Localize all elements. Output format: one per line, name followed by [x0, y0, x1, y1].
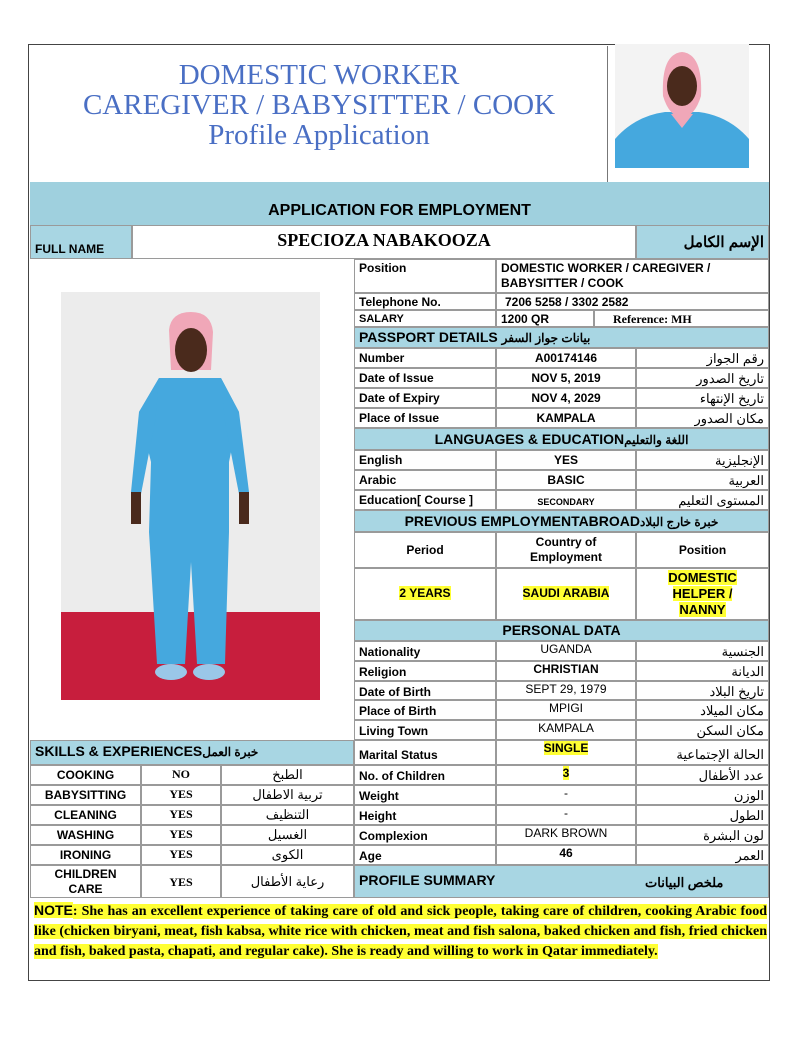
- skills-title: SKILLS & EXPERIENCES: [35, 743, 203, 759]
- skill-row-label: IRONING: [30, 845, 141, 865]
- passport-row-label-ar: تاريخ الإنتهاء: [636, 388, 769, 408]
- personal-row-value-cell: [496, 785, 636, 805]
- personal-row-label: Place of Birth: [354, 700, 496, 720]
- skills-section-header: [30, 740, 354, 765]
- skill-row-label-ar: الطبخ: [221, 765, 354, 785]
- personal-row-value-cell: [496, 641, 636, 661]
- personal-row-value-cell: [496, 661, 636, 681]
- passport-row-label-ar: رقم الجواز: [636, 348, 769, 368]
- employment-position: [636, 568, 769, 620]
- employment-title-ar: خبرة خارج البلاد: [640, 515, 719, 529]
- salary-value: 1200 QR: [496, 310, 594, 327]
- passport-row-label: Place of Issue: [354, 408, 496, 428]
- full-name-label: FULL NAME: [30, 225, 132, 259]
- note-paragraph: [34, 900, 767, 962]
- employment-position-value: DOMESTIC HELPER / NANNY: [668, 570, 737, 617]
- personal-row-label-ar: الطول: [636, 805, 769, 825]
- skill-row-value: YES: [141, 825, 221, 845]
- reference-value: Reference: MH: [594, 310, 769, 327]
- skill-row-label-ar: رعاية الأطفال: [221, 865, 354, 898]
- skill-row-value: YES: [141, 785, 221, 805]
- personal-row-value-cell: [496, 845, 636, 865]
- personal-row-label: Marital Status: [354, 740, 496, 765]
- personal-row-value: -: [564, 806, 568, 820]
- skill-row-label-ar: التنظيف: [221, 805, 354, 825]
- telephone-value: 7206 5258 / 3302 2582: [496, 293, 769, 310]
- note-text: : She has an excellent experience of taking care of old and sick people, taking care of children, cooking Arabic food like (chicken biryani, meat, fish kabsa, white rice with chicken, meat and fish salona, baked chicken and fish, fried chicken and fish, baked pasta, chapati, and regular cake). She is ready and willing to work in Qatar immediately.: [34, 904, 767, 959]
- personal-row-value-cell: [496, 740, 636, 765]
- salary-label: SALARY: [354, 310, 496, 327]
- header: [30, 46, 608, 182]
- passport-row-label: Number: [354, 348, 496, 368]
- personal-row-value: KAMPALA: [538, 721, 594, 735]
- personal-row-value-cell: [496, 825, 636, 845]
- languages-title: LANGUAGES & EDUCATION: [434, 431, 625, 447]
- personal-row-value: -: [564, 786, 568, 800]
- profile-summary-label-ar: ملخص البيانات: [645, 875, 724, 890]
- header-line-3: Profile Application: [208, 119, 430, 151]
- personal-row-label-ar: الديانة: [636, 661, 769, 681]
- personal-row-label-ar: مكان السكن: [636, 720, 769, 740]
- personal-row-value: SINGLE: [543, 741, 589, 755]
- personal-row-value: 3: [562, 766, 570, 780]
- passport-section-header: [354, 327, 769, 348]
- language-row-value: BASIC: [496, 470, 636, 490]
- personal-row-label: Complexion: [354, 825, 496, 845]
- personal-row-label: No. of Children: [354, 765, 496, 785]
- passport-title-ar: بيانات جواز السفر: [501, 331, 591, 345]
- passport-title: PASSPORT DETAILS: [359, 329, 498, 345]
- employment-header-country: Country of Employment: [496, 532, 636, 568]
- header-line-1: DOMESTIC WORKER: [178, 59, 460, 91]
- position-value: DOMESTIC WORKER / CAREGIVER / BABYSITTER / COOK: [496, 259, 769, 293]
- header-line-2: CAREGIVER / BABYSITTER / COOK: [82, 89, 556, 121]
- employment-country: [496, 568, 636, 620]
- personal-row-value: UGANDA: [540, 642, 592, 656]
- language-row-label: Education[ Course ]: [354, 490, 496, 510]
- skill-row-value: YES: [141, 845, 221, 865]
- skill-row-label-ar: تربية الاطفال: [221, 785, 354, 805]
- personal-row-value-cell: [496, 681, 636, 700]
- skill-row-value: YES: [141, 865, 221, 898]
- application-title: APPLICATION FOR EMPLOYMENT: [268, 202, 531, 219]
- personal-row-label-ar: تاريخ البلاد: [636, 681, 769, 700]
- position-label: Position: [354, 259, 496, 293]
- note-prefix: NOTE: [34, 902, 73, 918]
- skill-row-value: YES: [141, 805, 221, 825]
- language-row-label-ar: المستوى التعليم: [636, 490, 769, 510]
- skill-row-label: WASHING: [30, 825, 141, 845]
- employment-header-period: Period: [354, 532, 496, 568]
- skill-row-label-ar: الغسيل: [221, 825, 354, 845]
- passport-row-value: NOV 5, 2019: [496, 368, 636, 388]
- full-name-value: SPECIOZA NABAKOOZA: [132, 225, 636, 259]
- personal-row-value: CHRISTIAN: [533, 662, 599, 676]
- personal-row-value: SEPT 29, 1979: [525, 682, 607, 696]
- skill-row-label-ar: الكوى: [221, 845, 354, 865]
- passport-row-value: KAMPALA: [496, 408, 636, 428]
- personal-row-label: Religion: [354, 661, 496, 681]
- passport-row-label: Date of Expiry: [354, 388, 496, 408]
- language-row-value: SECONDARY: [496, 490, 636, 510]
- personal-row-value: DARK BROWN: [524, 826, 608, 840]
- language-row-label: English: [354, 450, 496, 470]
- personal-row-label-ar: مكان الميلاد: [636, 700, 769, 720]
- employment-period: [354, 568, 496, 620]
- personal-row-label: Date of Birth: [354, 681, 496, 700]
- skill-row-label: COOKING: [30, 765, 141, 785]
- personal-row-value-cell: [496, 720, 636, 740]
- employment-title: PREVIOUS EMPLOYMENTABROAD: [404, 513, 641, 529]
- profile-summary-header: [354, 865, 769, 898]
- personal-row-label: Height: [354, 805, 496, 825]
- personal-row-label-ar: لون البشرة: [636, 825, 769, 845]
- personal-row-label: Nationality: [354, 641, 496, 661]
- skill-row-label: CLEANING: [30, 805, 141, 825]
- skill-row-label: CHILDREN CARE: [30, 865, 141, 898]
- personal-row-label: Weight: [354, 785, 496, 805]
- personal-row-value: 46: [559, 846, 573, 860]
- language-row-label: Arabic: [354, 470, 496, 490]
- telephone-label: Telephone No.: [354, 293, 496, 310]
- personal-row-label-ar: الحالة الإجتماعية: [636, 740, 769, 765]
- profile-photo-large: [61, 292, 320, 700]
- skills-title-ar: خبرة العمل: [202, 745, 259, 759]
- personal-row-label-ar: الوزن: [636, 785, 769, 805]
- personal-row-value-cell: [496, 805, 636, 825]
- employment-period-value: 2 YEARS: [399, 586, 451, 600]
- passport-row-value: A00174146: [496, 348, 636, 368]
- language-row-label-ar: الإنجليزية: [636, 450, 769, 470]
- languages-section-header: [354, 428, 769, 450]
- skill-row-label: BABYSITTING: [30, 785, 141, 805]
- languages-title-ar: اللغة والتعليم: [624, 433, 689, 447]
- personal-row-value-cell: [496, 700, 636, 720]
- employment-section-header: [354, 510, 769, 532]
- employment-country-value: SAUDI ARABIA: [522, 586, 610, 600]
- profile-summary-label: PROFILE SUMMARY: [359, 872, 496, 888]
- profile-photo-small: [615, 44, 749, 168]
- full-name-label-ar: الإسم الكامل: [636, 225, 769, 259]
- personal-row-label-ar: العمر: [636, 845, 769, 865]
- language-row-value: YES: [496, 450, 636, 470]
- personal-row-value: MPIGI: [548, 701, 583, 715]
- language-row-label-ar: العربية: [636, 470, 769, 490]
- passport-row-label-ar: تاريخ الصدور: [636, 368, 769, 388]
- personal-section-header: PERSONAL DATA: [354, 620, 769, 641]
- passport-row-label: Date of Issue: [354, 368, 496, 388]
- personal-row-value-cell: [496, 765, 636, 785]
- personal-row-label: Age: [354, 845, 496, 865]
- personal-row-label-ar: عدد الأطفال: [636, 765, 769, 785]
- personal-row-label-ar: الجنسية: [636, 641, 769, 661]
- employment-header-position: Position: [636, 532, 769, 568]
- personal-row-label: Living Town: [354, 720, 496, 740]
- passport-row-value: NOV 4, 2029: [496, 388, 636, 408]
- passport-row-label-ar: مكان الصدور: [636, 408, 769, 428]
- skill-row-value: NO: [141, 765, 221, 785]
